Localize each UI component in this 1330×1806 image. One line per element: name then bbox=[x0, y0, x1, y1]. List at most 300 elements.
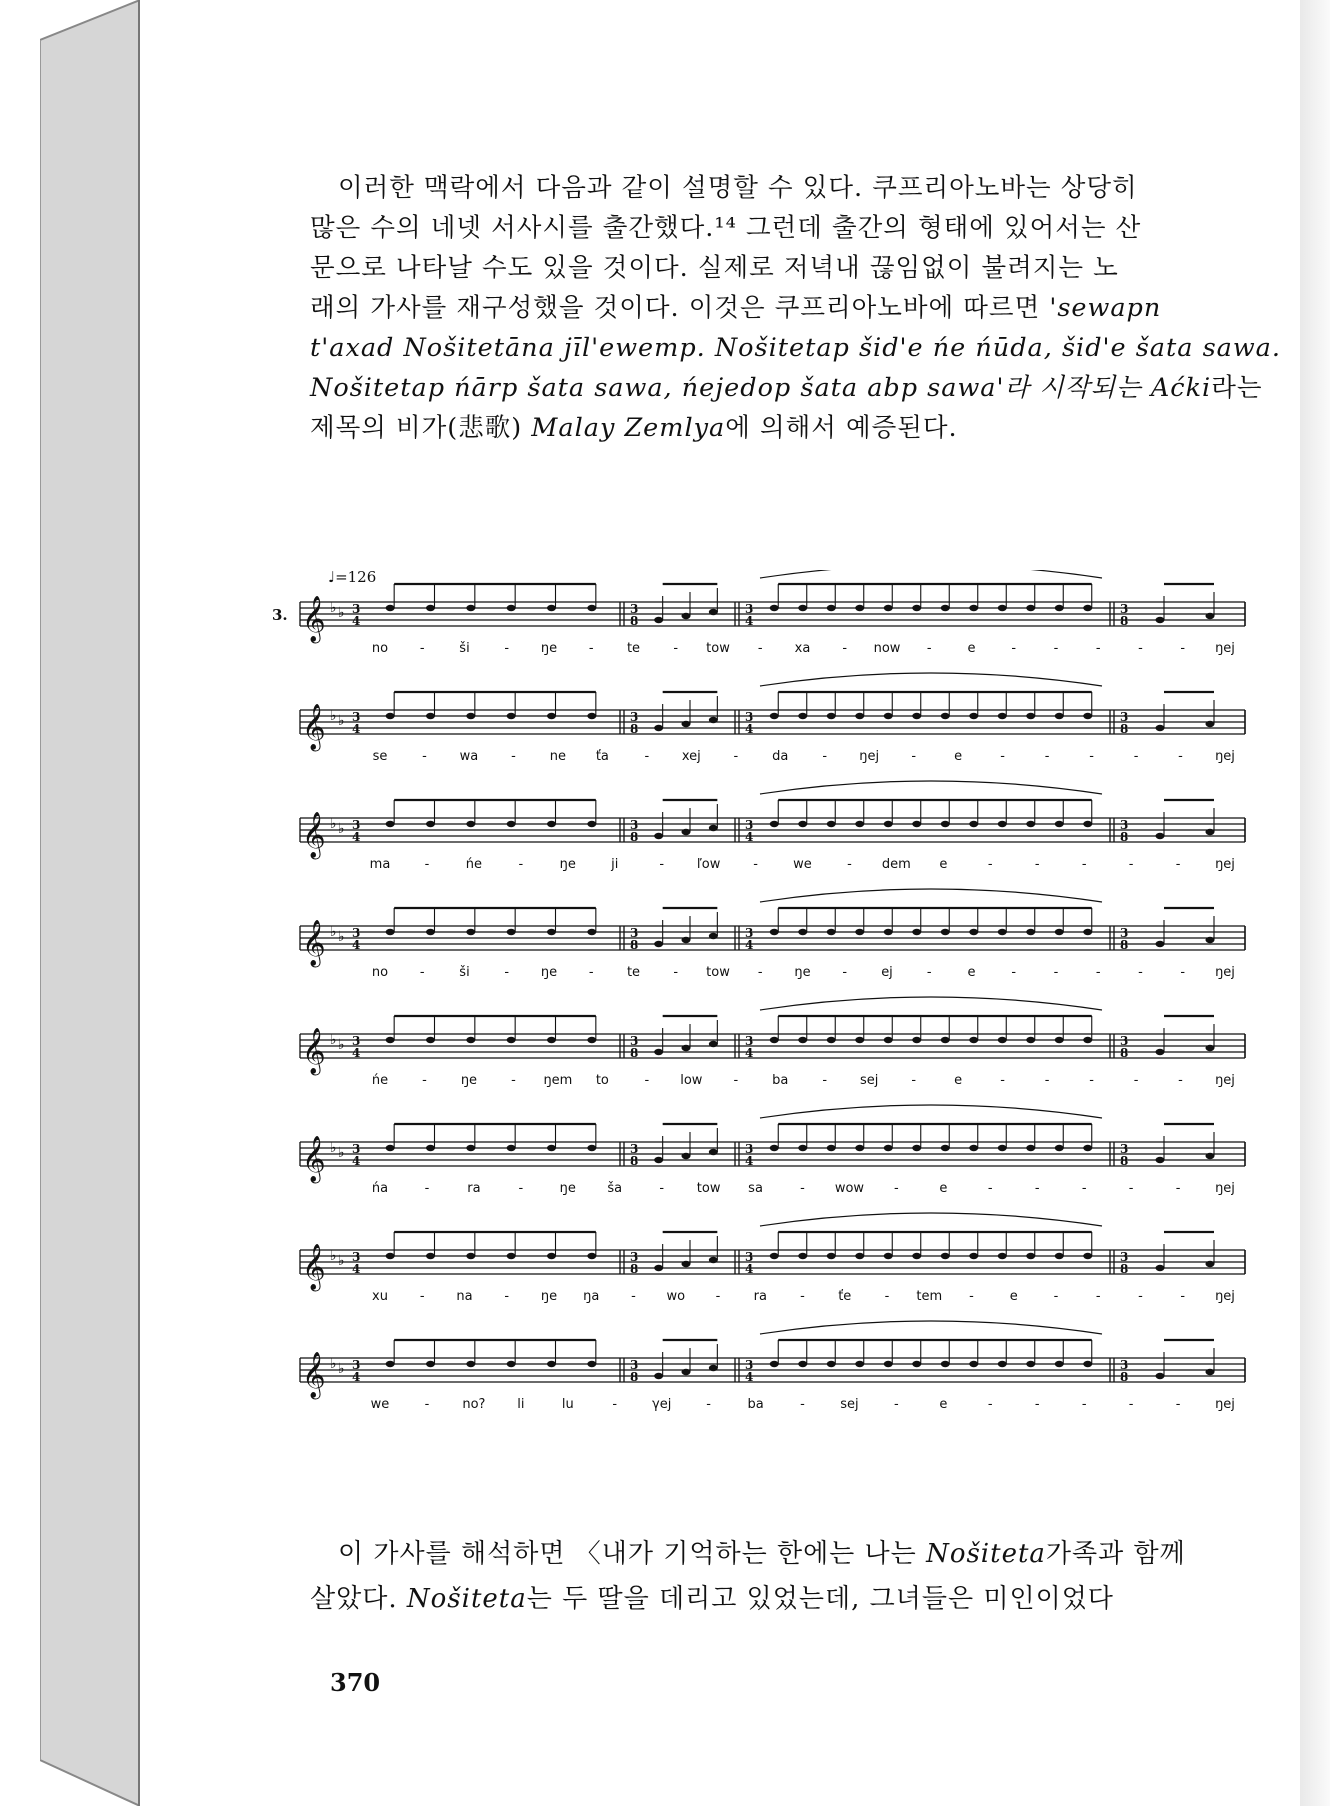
note-head bbox=[709, 1041, 718, 1047]
time-signature: 8 bbox=[630, 830, 639, 844]
note-head bbox=[654, 1157, 663, 1163]
note-head bbox=[855, 1037, 864, 1043]
lyric-syllable: - bbox=[1034, 857, 1040, 872]
lyric-syllable: tow bbox=[706, 641, 730, 656]
paragraph-text: 이 가사를 해석하면 〈내가 기억하는 한에는 나는 bbox=[338, 1539, 927, 1569]
lyric-syllable: xa bbox=[794, 641, 811, 656]
lyric-syllable: - bbox=[511, 1073, 516, 1088]
paragraph-line bbox=[310, 288, 1240, 328]
lyric-syllable: ľow bbox=[696, 857, 721, 872]
time-signature: 3 bbox=[630, 1142, 639, 1156]
time-signature: 4 bbox=[745, 614, 754, 628]
lyric-syllable: wa bbox=[459, 749, 479, 764]
note-head bbox=[912, 1037, 921, 1043]
time-signature: 3 bbox=[630, 602, 639, 616]
flat-icon: ♭ bbox=[338, 713, 345, 729]
note-head bbox=[547, 821, 556, 827]
note-head bbox=[654, 1265, 663, 1271]
example-number: 3. bbox=[272, 606, 288, 624]
lyric-syllable: - bbox=[911, 1073, 917, 1088]
lyric-syllable: ťe bbox=[838, 1289, 852, 1304]
time-signature: 4 bbox=[745, 938, 754, 952]
time-signature: 8 bbox=[1120, 1370, 1129, 1384]
note-head bbox=[709, 717, 718, 723]
note-head bbox=[941, 929, 950, 935]
note-head bbox=[827, 713, 836, 719]
lyric-syllable: now bbox=[873, 641, 901, 656]
lyric-syllable: - bbox=[659, 857, 665, 872]
note-head bbox=[507, 1145, 516, 1151]
lyric-syllable: - bbox=[1034, 1181, 1040, 1196]
lyric-syllable: - bbox=[504, 1289, 510, 1304]
lyric-syllable: - bbox=[673, 965, 679, 980]
lyric-syllable: - bbox=[1000, 1073, 1005, 1088]
lyric-syllable: ŋej bbox=[1215, 965, 1235, 980]
lyric-syllable: no bbox=[371, 641, 389, 656]
note-head bbox=[855, 713, 864, 719]
lyric-syllable: te bbox=[626, 641, 641, 656]
lyric-syllable: - bbox=[715, 1289, 721, 1304]
paragraph-line-italic: t'axad Nošitetāna jīl'ewemp. Nošitetap šid'e ńe ńūda, šid'e šata sawa. bbox=[310, 333, 1281, 363]
note-head bbox=[855, 1145, 864, 1151]
italic-text: Nošiteta bbox=[406, 1584, 527, 1614]
note-head bbox=[709, 933, 718, 939]
paragraph-text: 래의 가사를 재구성했을 것이다. 이것은 쿠프리아노바에 따르면 bbox=[310, 293, 1050, 323]
lyric-syllable: - bbox=[422, 1073, 427, 1088]
lyric-syllable: - bbox=[1128, 1181, 1134, 1196]
note-head bbox=[941, 713, 950, 719]
lyric-syllable: ńe bbox=[465, 857, 483, 872]
lyric-syllable: no bbox=[371, 965, 389, 980]
lyric-syllable: ej bbox=[881, 965, 893, 980]
lyric-syllable: - bbox=[612, 1397, 618, 1412]
lyric-syllable: ša bbox=[607, 1181, 623, 1196]
note-head bbox=[426, 1037, 435, 1043]
note-head bbox=[1026, 929, 1035, 935]
note-head bbox=[682, 721, 691, 727]
lyric-syllable: - bbox=[1053, 965, 1059, 980]
note-head bbox=[682, 1153, 691, 1159]
time-signature: 4 bbox=[745, 830, 754, 844]
lyric-syllable: e bbox=[939, 857, 948, 872]
time-signature: 3 bbox=[630, 1250, 639, 1264]
note-head bbox=[507, 821, 516, 827]
italic-text: Aćki bbox=[1150, 373, 1212, 403]
note-head bbox=[998, 1361, 1007, 1367]
time-signature: 8 bbox=[630, 722, 639, 736]
note-head bbox=[587, 1361, 596, 1367]
note-head bbox=[969, 1361, 978, 1367]
lyric-syllable: - bbox=[757, 965, 763, 980]
lyric-syllable: ŋej bbox=[1215, 1181, 1235, 1196]
note-head bbox=[969, 929, 978, 935]
note-head bbox=[1055, 605, 1064, 611]
lyric-syllable: - bbox=[1095, 1289, 1101, 1304]
lyric-syllable: - bbox=[1095, 965, 1101, 980]
note-head bbox=[709, 825, 718, 831]
lyric-syllable: wow bbox=[834, 1181, 865, 1196]
note-head bbox=[884, 713, 893, 719]
time-signature: 3 bbox=[1120, 710, 1129, 724]
lyric-syllable: ŋe bbox=[460, 1073, 478, 1088]
time-signature: 3 bbox=[745, 1034, 754, 1048]
time-signature: 8 bbox=[630, 1370, 639, 1384]
note-head bbox=[507, 605, 516, 611]
lyric-syllable: - bbox=[1081, 1397, 1087, 1412]
note-head bbox=[547, 1145, 556, 1151]
book-spine bbox=[40, 0, 140, 1806]
note-head bbox=[587, 713, 596, 719]
lyric-syllable: ŋe bbox=[794, 965, 811, 980]
time-signature: 4 bbox=[352, 938, 361, 952]
note-head bbox=[1156, 1265, 1165, 1271]
note-head bbox=[654, 725, 663, 731]
lyric-syllable: - bbox=[1034, 1397, 1040, 1412]
note-head bbox=[855, 605, 864, 611]
time-signature: 8 bbox=[630, 1046, 639, 1060]
note-head bbox=[466, 1145, 475, 1151]
lyric-syllable: ŋe bbox=[559, 857, 576, 872]
lyric-syllable: - bbox=[1053, 641, 1059, 656]
note-head bbox=[912, 1253, 921, 1259]
time-signature: 8 bbox=[630, 614, 639, 628]
time-signature: 8 bbox=[1120, 1046, 1129, 1060]
note-head bbox=[709, 1257, 718, 1263]
note-head bbox=[1026, 1037, 1035, 1043]
lyric-syllable: - bbox=[1180, 641, 1186, 656]
lyric-syllable: - bbox=[1138, 641, 1143, 656]
note-head bbox=[969, 1253, 978, 1259]
note-head bbox=[1083, 713, 1092, 719]
note-head bbox=[466, 929, 475, 935]
flat-icon: ♭ bbox=[330, 600, 337, 616]
flat-icon: ♭ bbox=[330, 816, 337, 832]
lyric-syllable: - bbox=[1175, 1181, 1181, 1196]
time-signature: 4 bbox=[352, 614, 361, 628]
lyric-syllable: - bbox=[987, 857, 993, 872]
note-head bbox=[770, 1145, 779, 1151]
note-head bbox=[426, 605, 435, 611]
page-number: 370 bbox=[330, 1668, 381, 1697]
lyric-syllable: - bbox=[1175, 1397, 1181, 1412]
lyric-syllable: - bbox=[847, 857, 852, 872]
note-head bbox=[587, 605, 596, 611]
lyric-syllable: - bbox=[926, 641, 932, 656]
lyric-syllable: e bbox=[967, 965, 976, 980]
lyric-syllable: - bbox=[504, 965, 510, 980]
time-signature: 3 bbox=[745, 1358, 754, 1372]
note-head bbox=[547, 1253, 556, 1259]
lyric-syllable: sa bbox=[748, 1181, 763, 1196]
lyric-syllable: - bbox=[822, 1073, 828, 1088]
lyric-syllable: ŋej bbox=[1215, 1073, 1235, 1088]
lyric-syllable: sej bbox=[840, 1397, 859, 1412]
lyric-syllable: - bbox=[588, 965, 594, 980]
note-head bbox=[770, 1361, 779, 1367]
note-head bbox=[466, 1253, 475, 1259]
note-head bbox=[912, 929, 921, 935]
slur bbox=[760, 1105, 1102, 1118]
note-head bbox=[507, 1253, 516, 1259]
time-signature: 3 bbox=[630, 1358, 639, 1372]
time-signature: 4 bbox=[352, 1046, 361, 1060]
note-head bbox=[1156, 1049, 1165, 1055]
note-head bbox=[770, 713, 779, 719]
note-head bbox=[798, 929, 807, 935]
note-head bbox=[969, 1037, 978, 1043]
slur bbox=[760, 570, 1102, 578]
paragraph-line: 많은 수의 네넷 서사시를 출간했다.¹⁴ 그런데 출간의 형태에 있어서는 산 bbox=[310, 213, 1142, 243]
time-signature: 4 bbox=[745, 722, 754, 736]
time-signature: 3 bbox=[352, 818, 361, 832]
lyric-syllable: li bbox=[517, 1397, 525, 1412]
italic-text: Malay Zemlya bbox=[531, 413, 726, 443]
note-head bbox=[798, 1037, 807, 1043]
note-head bbox=[426, 1145, 435, 1151]
flat-icon: ♭ bbox=[330, 708, 337, 724]
note-head bbox=[654, 941, 663, 947]
lyric-syllable: - bbox=[422, 749, 427, 764]
note-head bbox=[855, 1361, 864, 1367]
note-head bbox=[547, 929, 556, 935]
lyric-syllable: low bbox=[680, 1073, 703, 1088]
treble-clef-icon: 𝄞 bbox=[302, 1352, 326, 1398]
note-head bbox=[426, 1253, 435, 1259]
treble-clef-icon: 𝄞 bbox=[302, 920, 326, 966]
lyric-syllable: - bbox=[659, 1181, 665, 1196]
paragraph-text: 는 두 딸을 데리고 있었는데, 그녀들은 미인이었다 bbox=[526, 1584, 1114, 1614]
note-head bbox=[827, 821, 836, 827]
time-signature: 8 bbox=[1120, 830, 1129, 844]
note-head bbox=[884, 605, 893, 611]
lyric-syllable: ńe bbox=[371, 1073, 389, 1088]
note-head bbox=[912, 713, 921, 719]
note-head bbox=[1055, 1253, 1064, 1259]
note-head bbox=[1055, 1037, 1064, 1043]
note-head bbox=[386, 929, 395, 935]
paragraph-line: 이러한 맥락에서 다음과 같이 설명할 수 있다. 쿠프리아노바는 상당히 bbox=[338, 173, 1138, 203]
note-head bbox=[884, 1145, 893, 1151]
note-head bbox=[1083, 929, 1092, 935]
note-head bbox=[426, 1361, 435, 1367]
note-head bbox=[884, 1037, 893, 1043]
lyric-syllable: - bbox=[1044, 1073, 1050, 1088]
lyric-syllable: tow bbox=[706, 965, 730, 980]
treble-clef-icon: 𝄞 bbox=[302, 1028, 326, 1074]
time-signature: 8 bbox=[1120, 722, 1129, 736]
note-head bbox=[426, 821, 435, 827]
lyric-syllable: - bbox=[1178, 1073, 1183, 1088]
time-signature: 3 bbox=[745, 1142, 754, 1156]
note-head bbox=[1206, 1045, 1215, 1051]
lyric-syllable: te bbox=[626, 965, 641, 980]
note-head bbox=[827, 1145, 836, 1151]
lyric-syllable: ńa bbox=[371, 1181, 389, 1196]
lyric-syllable: ba bbox=[772, 1073, 789, 1088]
lyric-syllable: e bbox=[939, 1181, 948, 1196]
lyric-syllable: - bbox=[987, 1181, 993, 1196]
note-head bbox=[798, 605, 807, 611]
time-signature: 3 bbox=[1120, 1250, 1129, 1264]
note-head bbox=[855, 1253, 864, 1259]
note-head bbox=[466, 605, 475, 611]
lyric-syllable: na bbox=[456, 1289, 473, 1304]
time-signature: 3 bbox=[352, 1034, 361, 1048]
paragraph-text: 살았다. bbox=[310, 1584, 407, 1614]
lyric-syllable: ŋem bbox=[543, 1073, 573, 1088]
lyric-syllable: - bbox=[644, 1073, 650, 1088]
note-head bbox=[507, 1361, 516, 1367]
note-head bbox=[998, 605, 1007, 611]
lyric-syllable: - bbox=[987, 1397, 993, 1412]
lyric-syllable: lu bbox=[561, 1397, 574, 1412]
note-head bbox=[682, 1261, 691, 1267]
time-signature: 3 bbox=[352, 602, 361, 616]
note-head bbox=[587, 821, 596, 827]
paragraph-line bbox=[310, 1532, 1240, 1577]
time-signature: 3 bbox=[745, 926, 754, 940]
time-signature: 3 bbox=[745, 818, 754, 832]
note-head bbox=[798, 1361, 807, 1367]
lyric-syllable: - bbox=[757, 641, 763, 656]
note-head bbox=[941, 821, 950, 827]
time-signature: 4 bbox=[352, 830, 361, 844]
lyric-syllable: - bbox=[800, 1181, 805, 1196]
note-head bbox=[547, 713, 556, 719]
note-head bbox=[941, 1361, 950, 1367]
lyric-syllable: we bbox=[793, 857, 812, 872]
note-head bbox=[912, 1361, 921, 1367]
note-head bbox=[969, 713, 978, 719]
slur bbox=[760, 997, 1102, 1010]
time-signature: 8 bbox=[1120, 938, 1129, 952]
lyric-syllable: - bbox=[588, 641, 594, 656]
note-head bbox=[827, 1253, 836, 1259]
lyric-syllable: e bbox=[967, 641, 976, 656]
lyric-syllable: - bbox=[1044, 749, 1050, 764]
lyric-syllable: ŋej bbox=[859, 749, 880, 764]
note-head bbox=[855, 929, 864, 935]
lyric-syllable: - bbox=[884, 1289, 890, 1304]
note-head bbox=[998, 1145, 1007, 1151]
lyric-syllable: e bbox=[954, 749, 963, 764]
note-head bbox=[386, 1361, 395, 1367]
note-head bbox=[1026, 821, 1035, 827]
time-signature: 4 bbox=[352, 1262, 361, 1276]
treble-clef-icon: 𝄞 bbox=[302, 1136, 326, 1182]
flat-icon: ♭ bbox=[330, 1248, 337, 1264]
time-signature: 8 bbox=[630, 1262, 639, 1276]
flat-icon: ♭ bbox=[338, 605, 345, 621]
note-head bbox=[884, 929, 893, 935]
note-head bbox=[709, 1365, 718, 1371]
note-head bbox=[1206, 1261, 1215, 1267]
time-signature: 3 bbox=[630, 926, 639, 940]
note-head bbox=[386, 1253, 395, 1259]
note-head bbox=[827, 605, 836, 611]
note-head bbox=[912, 821, 921, 827]
lyric-syllable: - bbox=[1128, 1397, 1134, 1412]
lyric-syllable: e bbox=[1009, 1289, 1018, 1304]
note-head bbox=[884, 1361, 893, 1367]
time-signature: 3 bbox=[352, 926, 361, 940]
note-head bbox=[547, 1361, 556, 1367]
lyric-syllable: ŋe bbox=[540, 1289, 558, 1304]
lyric-syllable: - bbox=[753, 857, 758, 872]
note-head bbox=[654, 1373, 663, 1379]
note-head bbox=[1083, 1145, 1092, 1151]
lyric-syllable: ŋa bbox=[583, 1289, 600, 1304]
note-head bbox=[426, 929, 435, 935]
paragraph-text: 제목의 비가(悲歌) bbox=[310, 413, 532, 443]
note-head bbox=[1083, 1037, 1092, 1043]
page-edge-shadow bbox=[1300, 0, 1330, 1806]
lyric-syllable: no? bbox=[462, 1397, 486, 1412]
body-paragraph-2 bbox=[310, 1532, 1240, 1622]
note-head bbox=[969, 821, 978, 827]
lyric-syllable: - bbox=[1175, 857, 1181, 872]
time-signature: 3 bbox=[1120, 602, 1129, 616]
flat-icon: ♭ bbox=[330, 924, 337, 940]
note-head bbox=[507, 713, 516, 719]
time-signature: 3 bbox=[1120, 818, 1129, 832]
note-head bbox=[547, 1037, 556, 1043]
paragraph-text: 에 의해서 예증된다. bbox=[725, 413, 958, 443]
note-head bbox=[1156, 833, 1165, 839]
note-head bbox=[1055, 713, 1064, 719]
lyric-syllable: ra bbox=[753, 1289, 767, 1304]
time-signature: 8 bbox=[1120, 1154, 1129, 1168]
paragraph-text: 가족과 함께 bbox=[1045, 1539, 1186, 1569]
note-head bbox=[587, 929, 596, 935]
lyric-syllable: - bbox=[969, 1289, 974, 1304]
lyric-syllable: - bbox=[1180, 965, 1186, 980]
flat-icon: ♭ bbox=[338, 821, 345, 837]
time-signature: 3 bbox=[352, 710, 361, 724]
time-signature: 3 bbox=[352, 1358, 361, 1372]
lyric-syllable: - bbox=[842, 641, 848, 656]
time-signature: 8 bbox=[630, 938, 639, 952]
time-signature: 3 bbox=[630, 1034, 639, 1048]
lyric-syllable: - bbox=[894, 1181, 899, 1196]
note-head bbox=[941, 1037, 950, 1043]
slur bbox=[760, 1321, 1102, 1334]
flat-icon: ♭ bbox=[338, 1253, 345, 1269]
lyric-syllable: ŋej bbox=[1215, 641, 1235, 656]
lyric-syllable: sej bbox=[860, 1073, 879, 1088]
lyric-syllable: ŋe bbox=[540, 965, 558, 980]
lyric-syllable: we bbox=[370, 1397, 390, 1412]
note-head bbox=[827, 1361, 836, 1367]
lyric-syllable: - bbox=[644, 749, 650, 764]
note-head bbox=[1206, 1153, 1215, 1159]
note-head bbox=[998, 1037, 1007, 1043]
note-head bbox=[466, 1361, 475, 1367]
note-head bbox=[1083, 1253, 1092, 1259]
time-signature: 3 bbox=[745, 710, 754, 724]
lyric-syllable: - bbox=[733, 749, 739, 764]
paragraph-line bbox=[310, 1577, 1240, 1622]
note-head bbox=[426, 713, 435, 719]
flat-icon: ♭ bbox=[338, 1361, 345, 1377]
lyric-syllable: - bbox=[424, 1181, 430, 1196]
lyric-syllable: wo bbox=[666, 1289, 686, 1304]
lyric-syllable: - bbox=[518, 857, 524, 872]
slur bbox=[760, 781, 1102, 794]
lyric-syllable: - bbox=[419, 641, 425, 656]
lyric-syllable: - bbox=[424, 1397, 430, 1412]
note-head bbox=[1083, 1361, 1092, 1367]
